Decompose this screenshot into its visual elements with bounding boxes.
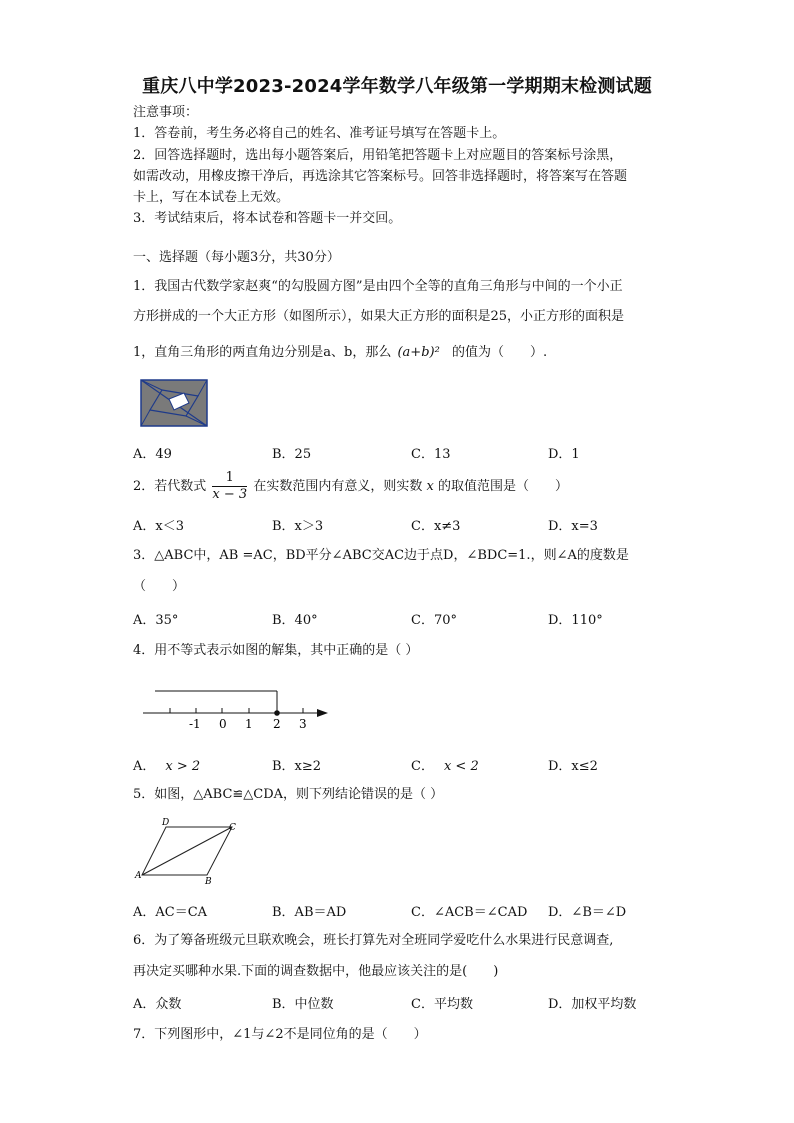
q2-option-a: A．x＜3	[133, 519, 184, 534]
q3-line2: （ ）	[133, 579, 186, 594]
tick-label: 2	[273, 717, 281, 731]
notice-item: 1．答卷前，考生务必将自己的姓名、准考证号填写在答题卡上。	[133, 126, 506, 141]
q6-option-d: D．加权平均数	[548, 997, 637, 1012]
q5-option-a: A．AC＝CA	[133, 905, 208, 920]
tick-label: 0	[219, 717, 227, 731]
vertex-label: A	[135, 871, 142, 881]
q2-fraction-numerator: 1	[212, 470, 247, 487]
vertex-label: C	[229, 823, 236, 833]
q1-figure-zhao-shuang-diagram	[140, 379, 208, 427]
q2-stem	[133, 470, 568, 503]
notice-item: 2．回答选择题时，选出每小题答案后，用铅笔把答题卡上对应题目的答案标号涂黑，	[133, 148, 623, 163]
q1-option-d: D．1	[548, 447, 580, 462]
q1-line3	[133, 342, 547, 363]
q1-option-c: C．13	[411, 447, 451, 462]
q4-option-a	[133, 755, 200, 774]
q3-option-c: C．70°	[411, 613, 457, 628]
q2-option-b: B．x＞3	[272, 519, 324, 534]
q4-option-c	[411, 755, 479, 774]
q3-option-b: B．40°	[272, 613, 318, 628]
notice-item: 3．考试结束后，将本试卷和答题卡一并交回。	[133, 211, 402, 226]
notice-item: 卡上，写在本试卷上无效。	[133, 190, 290, 205]
q1-option-a: A．49	[133, 447, 172, 462]
q2-fraction	[212, 470, 247, 503]
q1-line3-pre: 1，直角三角形的两直角边分别是a、b，那么	[133, 345, 392, 360]
q6-option-a: A．众数	[133, 997, 182, 1012]
q2-stem-post: 在实数范围内有意义，则实数	[253, 479, 423, 494]
q6-option-c: C．平均数	[411, 997, 473, 1012]
q5-stem: 5．如图，△ABC≌△CDA，则下列结论错误的是（ ）	[133, 787, 444, 802]
q6-option-b: B．中位数	[272, 997, 334, 1012]
q2-fraction-denominator: x − 3	[212, 487, 248, 502]
q1-line2: 方形拼成的一个大正方形（如图所示），如果大正方形的面积是25，小正方形的面积是	[133, 309, 625, 324]
q1-line3-post: 的值为（ ）.	[451, 345, 548, 360]
tick-label: 3	[299, 717, 307, 731]
vertex-label: D	[162, 818, 170, 828]
q2-option-c: C．x≠3	[411, 519, 461, 534]
q6-line1: 6．为了筹备班级元旦联欢晚会，班长打算先对全班同学爱吃什么水果进行民意调查,	[133, 933, 614, 948]
q1-formula: (a+b)²	[397, 345, 440, 360]
q5-parallelogram-figure	[132, 815, 242, 887]
q4-option-c-label: C．	[411, 759, 434, 774]
q3-line1: 3．△ABC中，AB =AC，BD平分∠ABC交AC边于点D，∠BDC=1.，则∠A的度数是	[133, 548, 629, 563]
q2-stem-pre: 2．若代数式	[133, 479, 207, 494]
tick-label: -1	[189, 717, 201, 731]
q2-stem-post2: 的取值范围是（ ）	[437, 479, 568, 494]
q4-option-a-label: A．	[133, 759, 156, 774]
q2-variable: x	[426, 479, 434, 494]
q3-option-a: A．35°	[133, 613, 179, 628]
q4-number-line	[140, 685, 335, 733]
vertex-label: B	[205, 877, 212, 887]
q5-option-b: B．AB＝AD	[272, 905, 347, 920]
q1-option-b: B．25	[272, 447, 312, 462]
q4-option-b: B．x≥2	[272, 759, 322, 774]
q5-option-d: D．∠B＝∠D	[548, 905, 627, 920]
q4-option-a-math: x > 2	[165, 759, 201, 774]
q1-line1: 1．我国古代数学家赵爽“的勾股圆方图”是由四个全等的直角三角形与中间的一个小正	[133, 279, 623, 294]
notice-item: 如需改动，用橡皮擦干净后，再选涂其它答案标号。回答非选择题时，将答案写在答题	[133, 169, 628, 184]
q4-option-d: D．x≤2	[548, 759, 598, 774]
q4-option-c-math: x < 2	[443, 759, 479, 774]
q4-stem: 4．用不等式表示如图的解集，其中正确的是（ ）	[133, 643, 419, 658]
tick-label: 1	[245, 717, 253, 731]
page-title: 重庆八中学2023-2024学年数学八年级第一学期期末检测试题	[142, 76, 652, 97]
q6-line2: 再决定买哪种水果.下面的调查数据中，他最应该关注的是( )	[133, 964, 499, 979]
q3-option-d: D．110°	[548, 613, 603, 628]
q7-stem: 7．下列图形中，∠1与∠2不是同位角的是（ ）	[133, 1027, 427, 1042]
q2-option-d: D．x=3	[548, 519, 598, 534]
q5-option-c: C．∠ACB＝∠CAD	[411, 905, 528, 920]
notice-heading: 注意事项：	[133, 105, 199, 120]
arrow-icon	[317, 709, 328, 717]
section-heading: 一、选择题（每小题3分，共30分）	[133, 250, 340, 265]
